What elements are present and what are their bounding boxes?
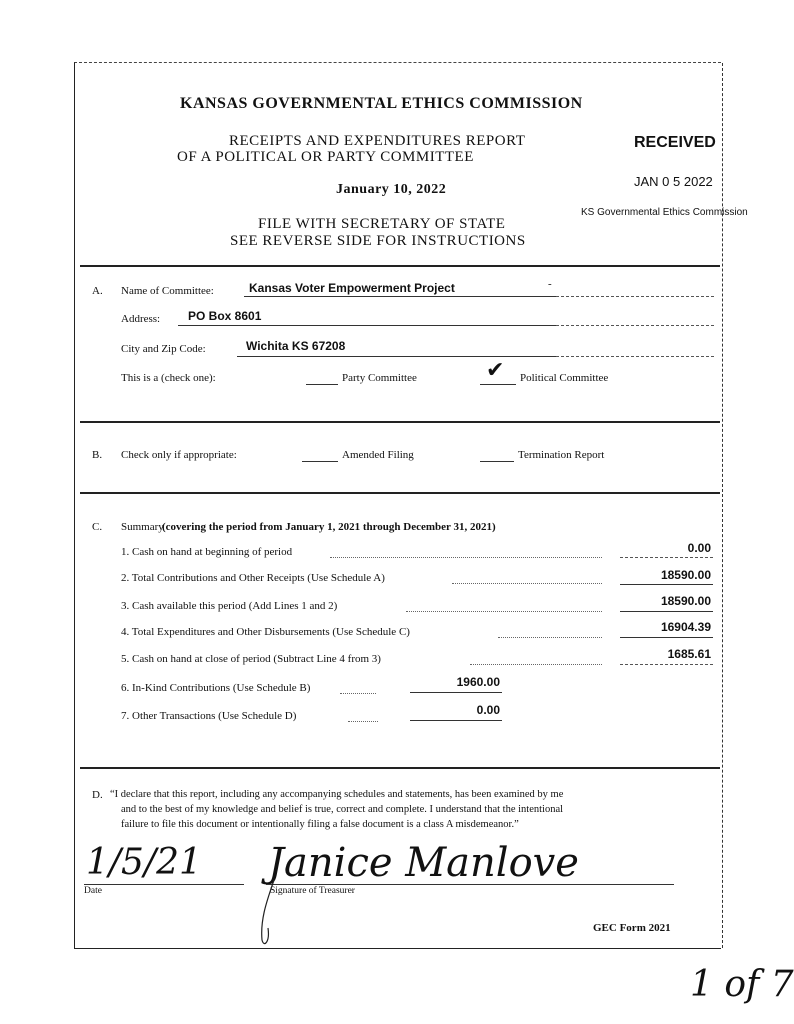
declaration-line-1: “I declare that this report, including any accompanying schedules and statements, has been examined by me	[110, 789, 564, 800]
amended-filing-blank[interactable]	[302, 461, 338, 462]
agency-title: KANSAS GOVERNMENTAL ETHICS COMMISSION	[180, 95, 583, 112]
received-agency: KS Governmental Ethics Commission	[581, 207, 748, 218]
report-title-line1: RECEIPTS AND EXPENDITURES REPORT	[229, 133, 526, 149]
date-handwritten: 1/5/21	[86, 842, 202, 883]
political-committee-option: Political Committee	[520, 372, 609, 384]
address-value: PO Box 8601	[188, 309, 262, 323]
line-5-value: 1685.61	[667, 647, 711, 661]
line-3-value: 18590.00	[660, 594, 711, 608]
party-committee-option: Party Committee	[342, 372, 417, 384]
date-label: Date	[84, 886, 102, 896]
line-4-label: 4. Total Expenditures and Other Disbursements (Use Schedule C)	[121, 626, 410, 638]
section-d-letter: D.	[92, 789, 103, 801]
treasurer-signature: Janice Manlove	[268, 840, 579, 886]
declaration-line-2: and to the best of my knowledge and belief is true, correct and complete. I understand that the intentional	[121, 804, 564, 815]
committee-name-value: Kansas Voter Empowerment Project	[249, 281, 455, 295]
signature-flourish	[254, 878, 284, 948]
check-mark: ✔	[486, 358, 505, 383]
summary-label: Summary	[121, 521, 164, 533]
address-label: Address:	[121, 313, 161, 325]
received-date: JAN 0 5 2022	[634, 174, 713, 189]
line-7-label: 7. Other Transactions (Use Schedule D)	[121, 710, 297, 722]
line-1-value: 0.00	[687, 541, 711, 555]
received-stamp: RECEIVED	[634, 134, 716, 151]
declaration-line-3: failure to file this document or intentionally filing a false document is a class A misdemeanor.”	[121, 819, 519, 830]
committee-name-label: Name of Committee:	[121, 285, 214, 297]
file-with-text: FILE WITH SECRETARY OF STATE	[258, 216, 506, 232]
political-committee-blank[interactable]	[480, 384, 516, 385]
line-1-label: 1. Cash on hand at beginning of period	[121, 546, 293, 558]
line-5-label: 5. Cash on hand at close of period (Subtract Line 4 from 3)	[121, 653, 381, 665]
section-divider	[80, 265, 720, 267]
date-line[interactable]	[84, 884, 244, 885]
section-a-letter: A.	[92, 285, 103, 297]
section-divider	[80, 421, 720, 423]
page-number-handwritten: 1 of 7	[690, 964, 794, 1005]
amended-filing-option: Amended Filing	[342, 449, 414, 461]
section-b-letter: B.	[92, 449, 103, 461]
line-4-value: 16904.39	[660, 620, 711, 634]
section-divider	[80, 767, 720, 769]
line-7-value: 0.00	[476, 703, 500, 717]
summary-period: (covering the period from January 1, 2021 through December 31, 2021)	[162, 521, 496, 533]
report-title-line2: OF A POLITICAL OR PARTY COMMITTEE	[177, 149, 474, 165]
committee-type-label: This is a (check one):	[121, 372, 216, 384]
termination-report-blank[interactable]	[480, 461, 514, 462]
instructions-text: SEE REVERSE SIDE FOR INSTRUCTIONS	[230, 233, 526, 249]
termination-report-option: Termination Report	[518, 449, 605, 461]
section-divider	[80, 492, 720, 494]
signature-label: Signature of Treasurer	[270, 886, 355, 896]
signature-line[interactable]	[266, 884, 674, 885]
line-6-label: 6. In-Kind Contributions (Use Schedule B)	[121, 682, 311, 694]
line-6-value: 1960.00	[456, 675, 500, 689]
line-2-value: 18590.00	[660, 568, 711, 582]
section-b-label: Check only if appropriate:	[121, 449, 237, 461]
form-id: GEC Form 2021	[593, 922, 671, 934]
city-zip-value: Wichita KS 67208	[246, 339, 346, 353]
party-committee-blank[interactable]	[306, 384, 338, 385]
section-c-letter: C.	[92, 521, 103, 533]
line-2-label: 2. Total Contributions and Other Receipts (Use Schedule A)	[121, 572, 385, 584]
city-zip-label: City and Zip Code:	[121, 343, 206, 355]
line-3-label: 3. Cash available this period (Add Lines 1 and 2)	[121, 600, 338, 612]
due-date: January 10, 2022	[336, 182, 447, 197]
stray-mark: -	[548, 278, 552, 290]
